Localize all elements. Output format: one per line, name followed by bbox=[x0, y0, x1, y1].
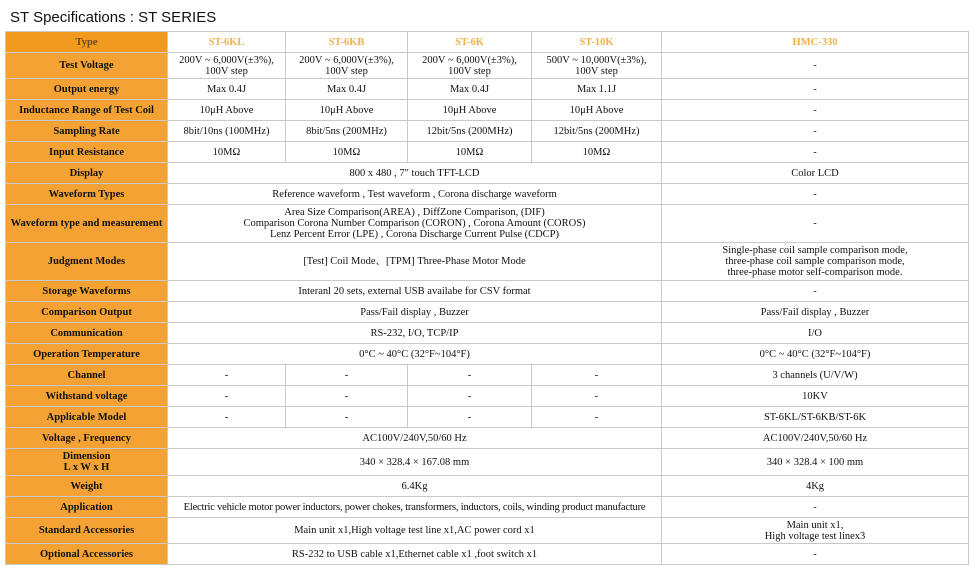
cell: - bbox=[286, 386, 408, 407]
cell: 4Kg bbox=[662, 476, 969, 497]
cell: Interanl 20 sets, external USB availabe for CSV format bbox=[168, 281, 662, 302]
cell: Max 0.4J bbox=[168, 79, 286, 100]
cell: 0°C ~ 40°C (32°F~104°F) bbox=[662, 344, 969, 365]
cell: 10MΩ bbox=[408, 142, 532, 163]
cell: ST-6KL/ST-6KB/ST-6K bbox=[662, 407, 969, 428]
table-row bbox=[6, 386, 969, 407]
table-row bbox=[6, 544, 969, 565]
cell: - bbox=[662, 79, 969, 100]
cell: - bbox=[408, 407, 532, 428]
cell: - bbox=[662, 281, 969, 302]
model-header: HMC-330 bbox=[662, 32, 969, 53]
cell-line: three-phase coil sample comparison mode, bbox=[725, 256, 905, 267]
cell: 12bit/5ns (200MHz) bbox=[408, 121, 532, 142]
row-label: Waveform type and measurement bbox=[6, 205, 168, 243]
cell: Max 0.4J bbox=[286, 79, 408, 100]
row-label: Test Voltage bbox=[6, 53, 168, 79]
cell: Max 0.4J bbox=[408, 79, 532, 100]
cell: Pass/Fail display , Buzzer bbox=[168, 302, 662, 323]
cell: - bbox=[286, 407, 408, 428]
table-row bbox=[6, 121, 969, 142]
row-label: Output energy bbox=[6, 79, 168, 100]
table-row bbox=[6, 100, 969, 121]
row-label: Waveform Types bbox=[6, 184, 168, 205]
table-row bbox=[6, 184, 969, 205]
table-row bbox=[6, 344, 969, 365]
cell: - bbox=[662, 544, 969, 565]
row-label: Voltage , Frequency bbox=[6, 428, 168, 449]
cell: 10μH Above bbox=[532, 100, 662, 121]
cell: 10μH Above bbox=[168, 100, 286, 121]
cell: 10MΩ bbox=[286, 142, 408, 163]
cell: - bbox=[168, 407, 286, 428]
table-row bbox=[6, 407, 969, 428]
table-row bbox=[6, 497, 969, 518]
row-label: Operation Temperature bbox=[6, 344, 168, 365]
cell: - bbox=[408, 365, 532, 386]
cell: AC100V/240V,50/60 Hz bbox=[662, 428, 969, 449]
cell: 340 × 328.4 × 100 mm bbox=[662, 449, 969, 476]
cell: - bbox=[662, 184, 969, 205]
cell: - bbox=[408, 386, 532, 407]
cell: RS-232 to USB cable x1,Ethernet cable x1 ,foot switch x1 bbox=[168, 544, 662, 565]
cell: - bbox=[662, 121, 969, 142]
cell: - bbox=[532, 365, 662, 386]
cell: - bbox=[662, 100, 969, 121]
row-label: Channel bbox=[6, 365, 168, 386]
row-label: Input Resistance bbox=[6, 142, 168, 163]
table-row bbox=[6, 365, 969, 386]
row-label: Sampling Rate bbox=[6, 121, 168, 142]
cell: I/O bbox=[662, 323, 969, 344]
cell: 6.4Kg bbox=[168, 476, 662, 497]
cell: - bbox=[286, 365, 408, 386]
cell: - bbox=[662, 142, 969, 163]
table-row bbox=[6, 163, 969, 184]
cell: Main unit x1,High voltage test line x1,AC power cord x1 bbox=[168, 518, 662, 544]
cell: 10KV bbox=[662, 386, 969, 407]
row-label: Optional Accessories bbox=[6, 544, 168, 565]
cell: 340 × 328.4 × 167.08 mm bbox=[168, 449, 662, 476]
cell: 0°C ~ 40°C (32°F~104°F) bbox=[168, 344, 662, 365]
cell: 10μH Above bbox=[408, 100, 532, 121]
cell: 10MΩ bbox=[532, 142, 662, 163]
cell: 500V ~ 10,000V(±3%), 100V step bbox=[532, 53, 662, 79]
cell-line: Lenz Percent Error (LPE) , Corona Discharge Current Pulse (CDCP) bbox=[269, 229, 560, 240]
table-row bbox=[6, 79, 969, 100]
cell: 12bit/5ns (200MHz) bbox=[532, 121, 662, 142]
cell: 8bit/5ns (200MHz) bbox=[286, 121, 408, 142]
cell: [Test] Coil Mode、[TPM] Three-Phase Motor Mode bbox=[168, 243, 662, 281]
cell bbox=[662, 518, 969, 544]
table-row bbox=[6, 281, 969, 302]
cell bbox=[168, 205, 662, 243]
row-label-line: L x W x H bbox=[63, 462, 110, 473]
cell: Max 1.1J bbox=[532, 79, 662, 100]
row-label: Applicable Model bbox=[6, 407, 168, 428]
cell bbox=[662, 243, 969, 281]
cell: RS-232, I/O, TCP/IP bbox=[168, 323, 662, 344]
table-row bbox=[6, 323, 969, 344]
cell-line: Single-phase coil sample comparison mode, bbox=[722, 245, 908, 256]
cell: Pass/Fail display , Buzzer bbox=[662, 302, 969, 323]
cell: Electric vehicle motor power inductors, power chokes, transformers, inductors, coils, winding product manufacture bbox=[168, 497, 662, 518]
table-row bbox=[6, 302, 969, 323]
row-label-line: Dimension bbox=[62, 451, 111, 462]
row-label: Weight bbox=[6, 476, 168, 497]
cell-line: High voltage test linex3 bbox=[764, 530, 866, 542]
cell: - bbox=[168, 386, 286, 407]
cell: Color LCD bbox=[662, 163, 969, 184]
cell: Reference waveform , Test waveform , Corona discharge waveform bbox=[168, 184, 662, 205]
table-row bbox=[6, 142, 969, 163]
cell: 800 x 480 , 7" touch TFT-LCD bbox=[168, 163, 662, 184]
table-row bbox=[6, 518, 969, 544]
table-row bbox=[6, 428, 969, 449]
model-header: ST-6KL bbox=[168, 32, 286, 53]
row-label: Standard Accessories bbox=[6, 518, 168, 544]
cell-line: Area Size Comparison(AREA) , DiffZone Comparison, (DIF) bbox=[284, 207, 545, 218]
cell-line: Comparison Corona Number Comparison (CORON) , Corona Amount (COROS) bbox=[243, 218, 586, 229]
cell: - bbox=[532, 386, 662, 407]
table-row bbox=[6, 205, 969, 243]
cell: 3 channels (U/V/W) bbox=[662, 365, 969, 386]
model-header: ST-10K bbox=[532, 32, 662, 53]
model-header: ST-6KB bbox=[286, 32, 408, 53]
row-label: Communication bbox=[6, 323, 168, 344]
cell: - bbox=[662, 53, 969, 79]
row-label: Judgment Modes bbox=[6, 243, 168, 281]
cell: - bbox=[168, 365, 286, 386]
cell: 10μH Above bbox=[286, 100, 408, 121]
table-row bbox=[6, 243, 969, 281]
cell-line: Main unit x1, bbox=[786, 519, 844, 531]
cell: 8bit/10ns (100MHz) bbox=[168, 121, 286, 142]
table-header-row bbox=[6, 32, 969, 53]
page-title: ST Specifications : ST SERIES bbox=[10, 9, 217, 26]
model-header: ST-6K bbox=[408, 32, 532, 53]
cell: 200V ~ 6,000V(±3%), 100V step bbox=[408, 53, 532, 79]
cell: AC100V/240V,50/60 Hz bbox=[168, 428, 662, 449]
cell: 200V ~ 6,000V(±3%), 100V step bbox=[168, 53, 286, 79]
row-label: Display bbox=[6, 163, 168, 184]
row-label: Application bbox=[6, 497, 168, 518]
cell: 10MΩ bbox=[168, 142, 286, 163]
row-label: Storage Waveforms bbox=[6, 281, 168, 302]
type-header: Type bbox=[6, 32, 168, 53]
cell: - bbox=[532, 407, 662, 428]
cell: 200V ~ 6,000V(±3%), 100V step bbox=[286, 53, 408, 79]
spec-table bbox=[5, 31, 969, 565]
table-row bbox=[6, 449, 969, 476]
row-label bbox=[6, 449, 168, 476]
row-label: Comparison Output bbox=[6, 302, 168, 323]
cell: - bbox=[662, 205, 969, 243]
row-label: Inductance Range of Test Coil bbox=[6, 100, 168, 121]
cell: - bbox=[662, 497, 969, 518]
row-label: Withstand voltage bbox=[6, 386, 168, 407]
table-row bbox=[6, 476, 969, 497]
table-row bbox=[6, 53, 969, 79]
cell-line: three-phase motor self-comparison mode. bbox=[727, 267, 903, 278]
